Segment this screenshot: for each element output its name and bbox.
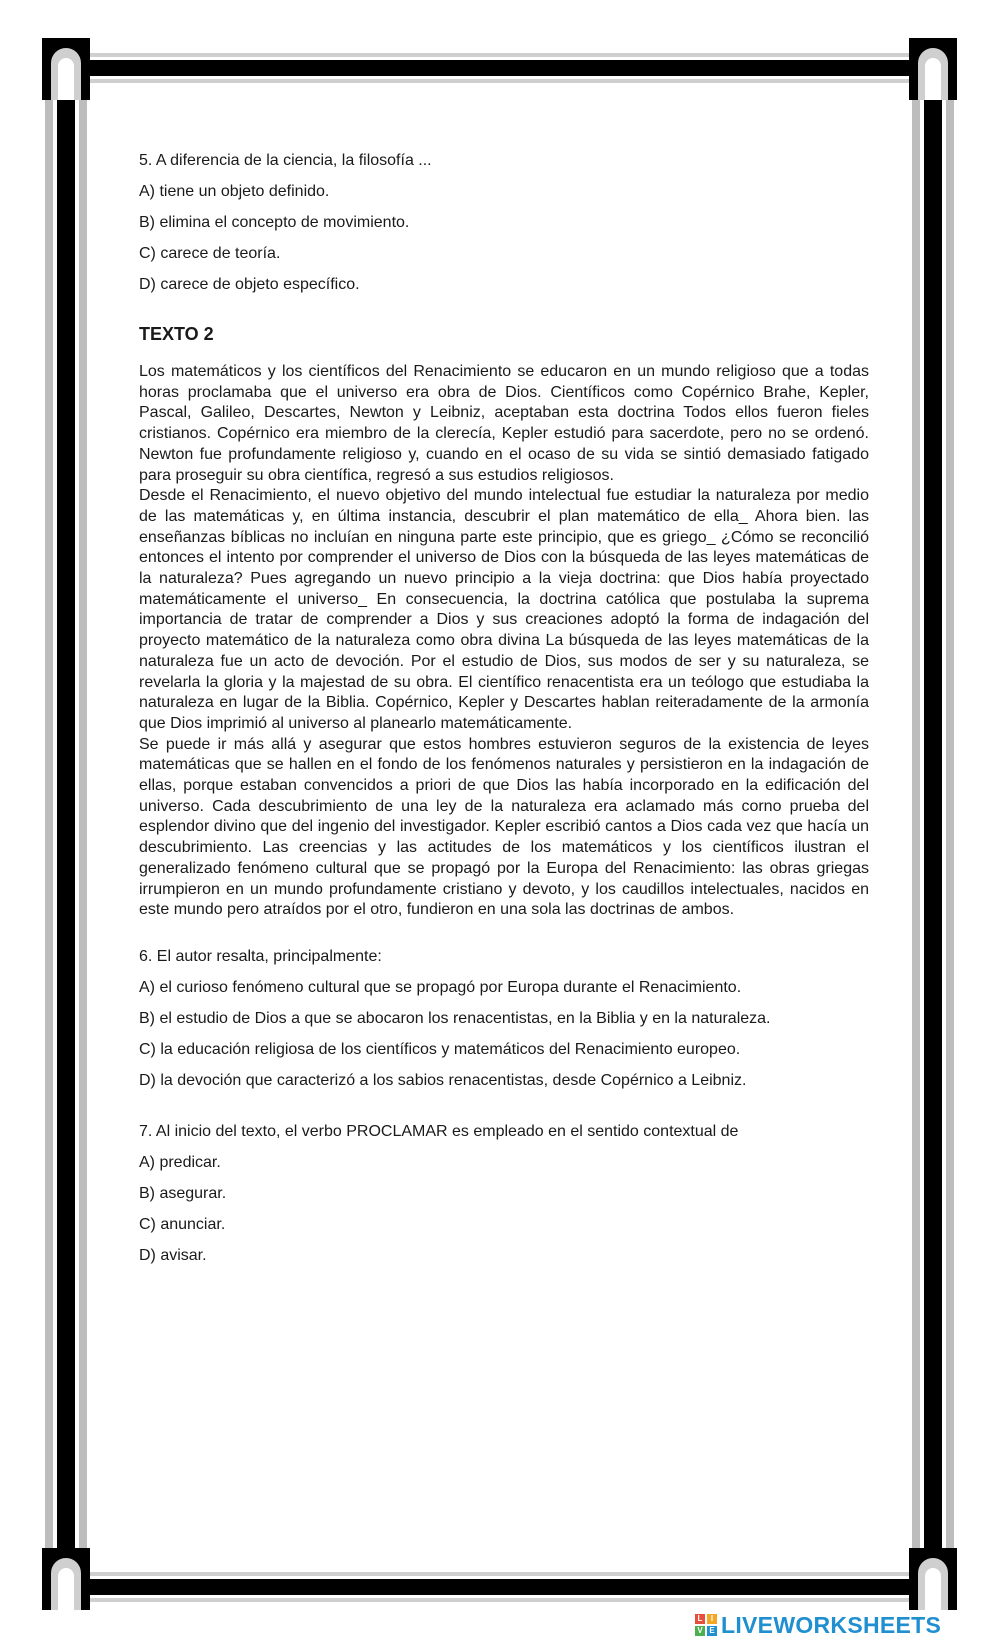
frame-right-border [912,55,954,1605]
question-6-option-c: C) la educación religiosa de los científicos y matemáticos del Renacimiento europeo. [139,1040,741,1058]
question-6-stem: 6. El autor resalta, principalmente: [139,947,382,965]
frame-bottom-border [55,1572,943,1602]
logo-letter-l: L [695,1614,705,1624]
question-5 [139,145,869,300]
question-6-option-b: B) el estudio de Dios a que se abocaron los renacentistas, en la Biblia y en la naturaleza. [139,1009,771,1027]
frame-corner-top-right [909,38,957,100]
frame-corner-top-left [42,38,90,100]
question-7-option-c: C) anunciar. [139,1215,226,1233]
texto-2-heading: TEXTO 2 [139,324,214,344]
question-7-stem: 7. Al inicio del texto, el verbo PROCLAMAR es empleado en el sentido contextual de [139,1122,739,1140]
question-6-option-a: A) el curioso fenómeno cultural que se propagó por Europa durante el Renacimiento. [139,978,742,996]
frame-top-border [55,53,943,83]
spacer [139,921,869,941]
logo-letter-e: E [707,1626,717,1636]
frame-left-border [45,55,87,1605]
texto-2-paragraph-3: Se puede ir más allá y asegurar que estos hombres estuvieron seguros de la existencia de leyes matemáticas que se hallen en el fondo de los fenómenos naturales y persistieron en la indagación de ellas, porque estaban convencidos a priori de que Dios las había incorporado en la edificación del universo. Cada descubrimiento de una ley de la naturaleza era aclamado más corno prueba del esplendor divino que del ingenio del investigador. Kepler escribió cantos a Dios cada vez que hacía un descubrimiento. Las creencias y las actitudes de los matemáticos y los científicos ilustran el generalizado fenómeno cultural que se propagó por la Europa del Renacimiento: las obras griegas irrumpieron en un mundo profundamente cristiano y devoto, y los caudillos intelectuales, nacidos en este mundo pero atraídos por el otro, fundieron en una sola las doctrinas de ambos. [139,735,869,919]
frame-corner-bottom-right [909,1548,957,1610]
liveworksheets-logo-icon [695,1614,717,1636]
texto-2-paragraph-1: Los matemáticos y los científicos del Renacimiento se educaron en un mundo religioso que a todas horas proclamaba que el universo era obra de Dios. Científicos como Copérnico Brahe, Kepler, Pascal, Galileo, Descartes, Newton y Leibniz, aceptaban esta doctrina Todos ellos fueron fieles cristianos. Copérnico era miembro de la clerecía, Kepler estudió para sacerdote, pero no se ordenó. Newton fue profundamente religioso y, cuando en el ocaso de su vida se sintió demasiado fatigado para proseguir su obra científica, regresó a sus estudios religiosos. [139,363,869,484]
worksheet-content [139,145,869,1271]
question-7-option-d: D) avisar. [139,1246,207,1264]
question-5-stem: 5. A diferencia de la ciencia, la filosofía ... [139,152,432,169]
question-6 [139,941,869,1096]
question-7 [139,1116,869,1271]
frame-corner-bottom-left [42,1548,90,1610]
liveworksheets-brand[interactable] [695,1612,941,1638]
liveworksheets-brand-name: LIVEWORKSHEETS [721,1611,942,1638]
spacer [139,1096,869,1116]
texto-2 [139,322,869,921]
question-5-option-c: C) carece de teoría. [139,245,281,262]
texto-2-paragraph-2: Desde el Renacimiento, el nuevo objetivo del mundo intelectual fue estudiar la naturaleza por medio de las matemáticas y, en última instancia, descubrir el plan matemático de ella_ Ahora bien. las enseñanzas bíblicas no incluían en ninguna parte este principio, que es griego_ ¿Cómo se reconcilió entonces el intento por comprender el universo de Dios con la búsqueda de las leyes matemáticas de la naturaleza? Pues agregando un nuevo principio a la vieja doctrina: que Dios había proyectado matemáticamente el universo_ En consecuencia, la doctrina católica que postulaba la suprema importancia de tratar de comprender a Dios y sus creaciones adoptó la forma de indagación del proyecto matemático de la naturaleza como obra divina La búsqueda de las leyes matemáticas de la naturaleza fue un acto de devoción. Por el estudio de Dios, sus modos de ser y su naturaleza, se revelarla la gloria y la majestad de su obra. El científico renacentista era un teólogo que estudiaba la naturaleza en lugar de la Biblia. Copérnico, Kepler y Descartes hablan reiteradamente de la armonía que Dios imprimió al universo al planearlo matemáticamente. [139,487,869,732]
question-7-option-a: A) predicar. [139,1153,221,1171]
question-6-option-d: D) la devoción que caracterizó a los sabios renacentistas, desde Copérnico a Leibniz. [139,1071,747,1089]
question-5-option-b: B) elimina el concepto de movimiento. [139,214,410,231]
logo-letter-v: V [695,1626,705,1636]
question-7-option-b: B) asegurar. [139,1184,227,1202]
logo-letter-i: I [707,1614,717,1624]
question-5-option-d: D) carece de objeto específico. [139,276,360,293]
question-5-option-a: A) tiene un objeto definido. [139,183,330,200]
